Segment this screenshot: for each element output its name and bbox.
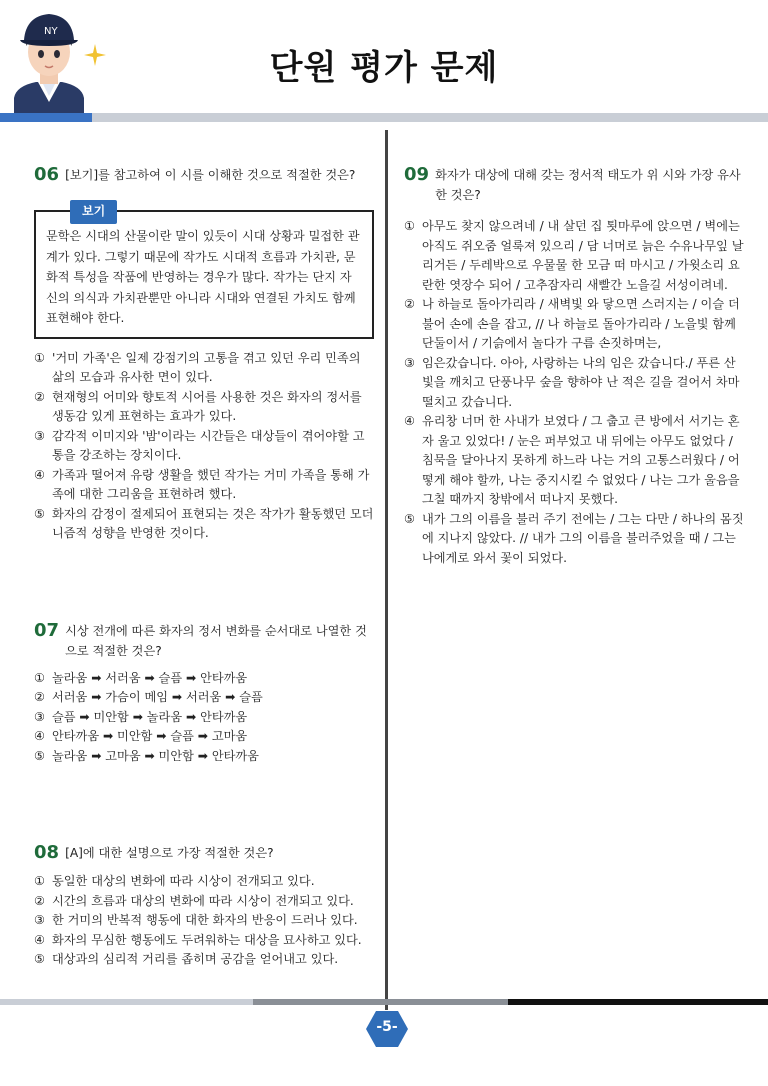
question-09 <box>404 164 744 568</box>
answer-option[interactable]: ④ 가족과 떨어져 유랑 생활을 했던 작가는 거미 가족을 통해 가족에 대한 그리움을 표현하려 했다. <box>34 467 370 501</box>
bogi-text: 문학은 시대의 산물이란 말이 있듯이 시대 상황과 밀접한 관계가 있다. 그렇기 때문에 작가도 시대적 흐름과 가치관, 문화적 특성을 작품에 반영하는 경우가 많다. 작가는 단지 자신의 의식과 가치관뿐만 아니라 시대와 연결된 가치도 함께 표현해야 한다. <box>46 229 360 325</box>
question-06 <box>34 164 374 544</box>
question-number: 09 <box>404 164 430 185</box>
question-number: 08 <box>34 842 60 863</box>
right-column <box>404 164 744 568</box>
answer-option[interactable]: ⑤ 내가 그의 이름을 불러 주기 전에는 / 그는 다만 / 하나의 몸짓에 지나지 않았다. // 내가 그의 이름을 불러주었을 때 / 그는 나에게로 와서 꽃이 되었다. <box>404 511 744 565</box>
bogi-box <box>34 204 374 339</box>
question-number: 07 <box>34 619 60 641</box>
answer-options <box>404 217 744 568</box>
answer-option[interactable]: ① 놀라움 ➡ 서러움 ➡ 슬픔 ➡ 안타까움 <box>34 670 248 685</box>
answer-option[interactable]: ⑤ 대상과의 심리적 거리를 좁히며 공감을 얻어내고 있다. <box>34 952 339 966</box>
answer-option[interactable]: ③ 감각적 이미지와 '밤'이라는 시간들은 대상들이 겪어야할 고통을 강조하는 장치이다. <box>34 428 365 462</box>
answer-option[interactable]: ② 시간의 흐름과 대상의 변화에 따라 시상이 전개되고 있다. <box>34 893 354 908</box>
answer-option[interactable]: ③ 한 거미의 반복적 행동에 대한 화자의 반응이 드러나 있다. <box>34 913 358 927</box>
answer-option[interactable]: ⑤ 화자의 감정이 절제되어 표현되는 것은 작가가 활동했던 모더니즘적 성향을 반영한 것이다. <box>34 506 374 540</box>
answer-option[interactable]: ① 아무도 찾지 않으려네 / 내 살던 집 툇마루에 앉으면 / 벽에는 아직도 쥐오줌 얼룩져 있으리 / 담 너머로 늙은 수유나무잎 날리거든 / 두레박으로 우물물 한 모금 떠 마시고 / 가윗소리 요란한 엿장수 되어 / 고추잠자리 새빨간 노을길 서성이려네. <box>404 219 744 292</box>
question-text: 화자가 대상에 대해 갖는 정서적 태도가 위 시와 가장 유사한 것은? <box>435 168 741 202</box>
answer-option[interactable]: ② 나 하늘로 돌아가리라 / 새벽빛 와 닿으면 스러지는 / 이슬 더불어 손에 손을 잡고, // 나 하늘로 돌아가리라 / 노을빛 함께 단둘이서 / 기슭에서 놀다가 구름 손짓하며는, <box>404 297 740 350</box>
answer-option[interactable]: ② 현재형의 어미와 향토적 시어를 사용한 것은 화자의 정서를 생동감 있게 표현하는 효과가 있다. <box>34 389 362 423</box>
answer-option[interactable]: ④ 안타까움 ➡ 미안함 ➡ 슬픔 ➡ 고마움 <box>34 729 248 743</box>
answer-option[interactable]: ② 서러움 ➡ 가슴이 메임 ➡ 서러움 ➡ 슬픔 <box>34 690 263 704</box>
answer-option[interactable]: ③ 임은갔습니다. 아아, 사랑하는 나의 임은 갔습니다./ 푸른 산빛을 깨치고 단풍나무 숲을 향하야 난 적은 길을 걸어서 차마 떨치고 갔습니다. <box>404 355 740 409</box>
answer-option[interactable]: ④ 유리창 너머 한 사내가 보였다 / 그 춥고 큰 방에서 서기는 혼자 울고 있었다! / 눈은 퍼부었고 내 뒤에는 아무도 없었다 / 침묵을 달아나지 못하게 하느라 나는 거의 고통스러웠다 / 어떻게 해야 할까, 나는 중지시킬 수 없었다 / 나는 그가 울음을 그칠 때까지 창밖에서 떠나지 못했다. <box>404 414 740 506</box>
question-text: [A]에 대한 설명으로 가장 적절한 것은? <box>65 846 274 860</box>
bogi-label: 보기 <box>70 200 117 224</box>
question-08 <box>34 842 374 970</box>
column-divider <box>385 130 388 1010</box>
page-title: 단원 평가 문제 <box>269 48 499 88</box>
page-number: -5- <box>376 1019 398 1035</box>
left-column <box>34 164 374 970</box>
answer-options <box>34 349 374 544</box>
footer-bar-mid <box>253 999 508 1005</box>
question-07 <box>34 620 374 767</box>
svg-text:NY: NY <box>44 26 58 37</box>
answer-option[interactable]: ③ 슬픔 ➡ 미안함 ➡ 놀라움 ➡ 안타까움 <box>34 709 248 724</box>
footer-bar-light <box>0 999 253 1005</box>
answer-option[interactable]: ④ 화자의 무심한 행동에도 두려워하는 대상을 묘사하고 있다. <box>34 932 362 947</box>
question-text: 시상 전개에 따른 화자의 정서 변화를 순서대로 나열한 것으로 적절한 것은? <box>65 623 367 658</box>
answer-option[interactable]: ① '거미 가족'은 일제 강점기의 고통을 겪고 있던 우리 민족의 삶의 모습과 유사한 면이 있다. <box>34 350 361 384</box>
question-text: [보기]를 참고하여 이 시를 이해한 것으로 적절한 것은? <box>65 168 356 182</box>
footer-bar-dark <box>508 999 768 1005</box>
answer-options <box>34 872 374 970</box>
answer-options <box>34 669 374 767</box>
question-number: 06 <box>34 164 60 185</box>
page-header <box>0 0 768 124</box>
answer-option[interactable]: ⑤ 놀라움 ➡ 고마움 ➡ 미안함 ➡ 안타까움 <box>34 748 259 763</box>
header-rule <box>92 113 768 122</box>
header-accent-bar <box>0 113 92 122</box>
answer-option[interactable]: ① 동일한 대상의 변화에 따라 시상이 전개되고 있다. <box>34 874 315 888</box>
